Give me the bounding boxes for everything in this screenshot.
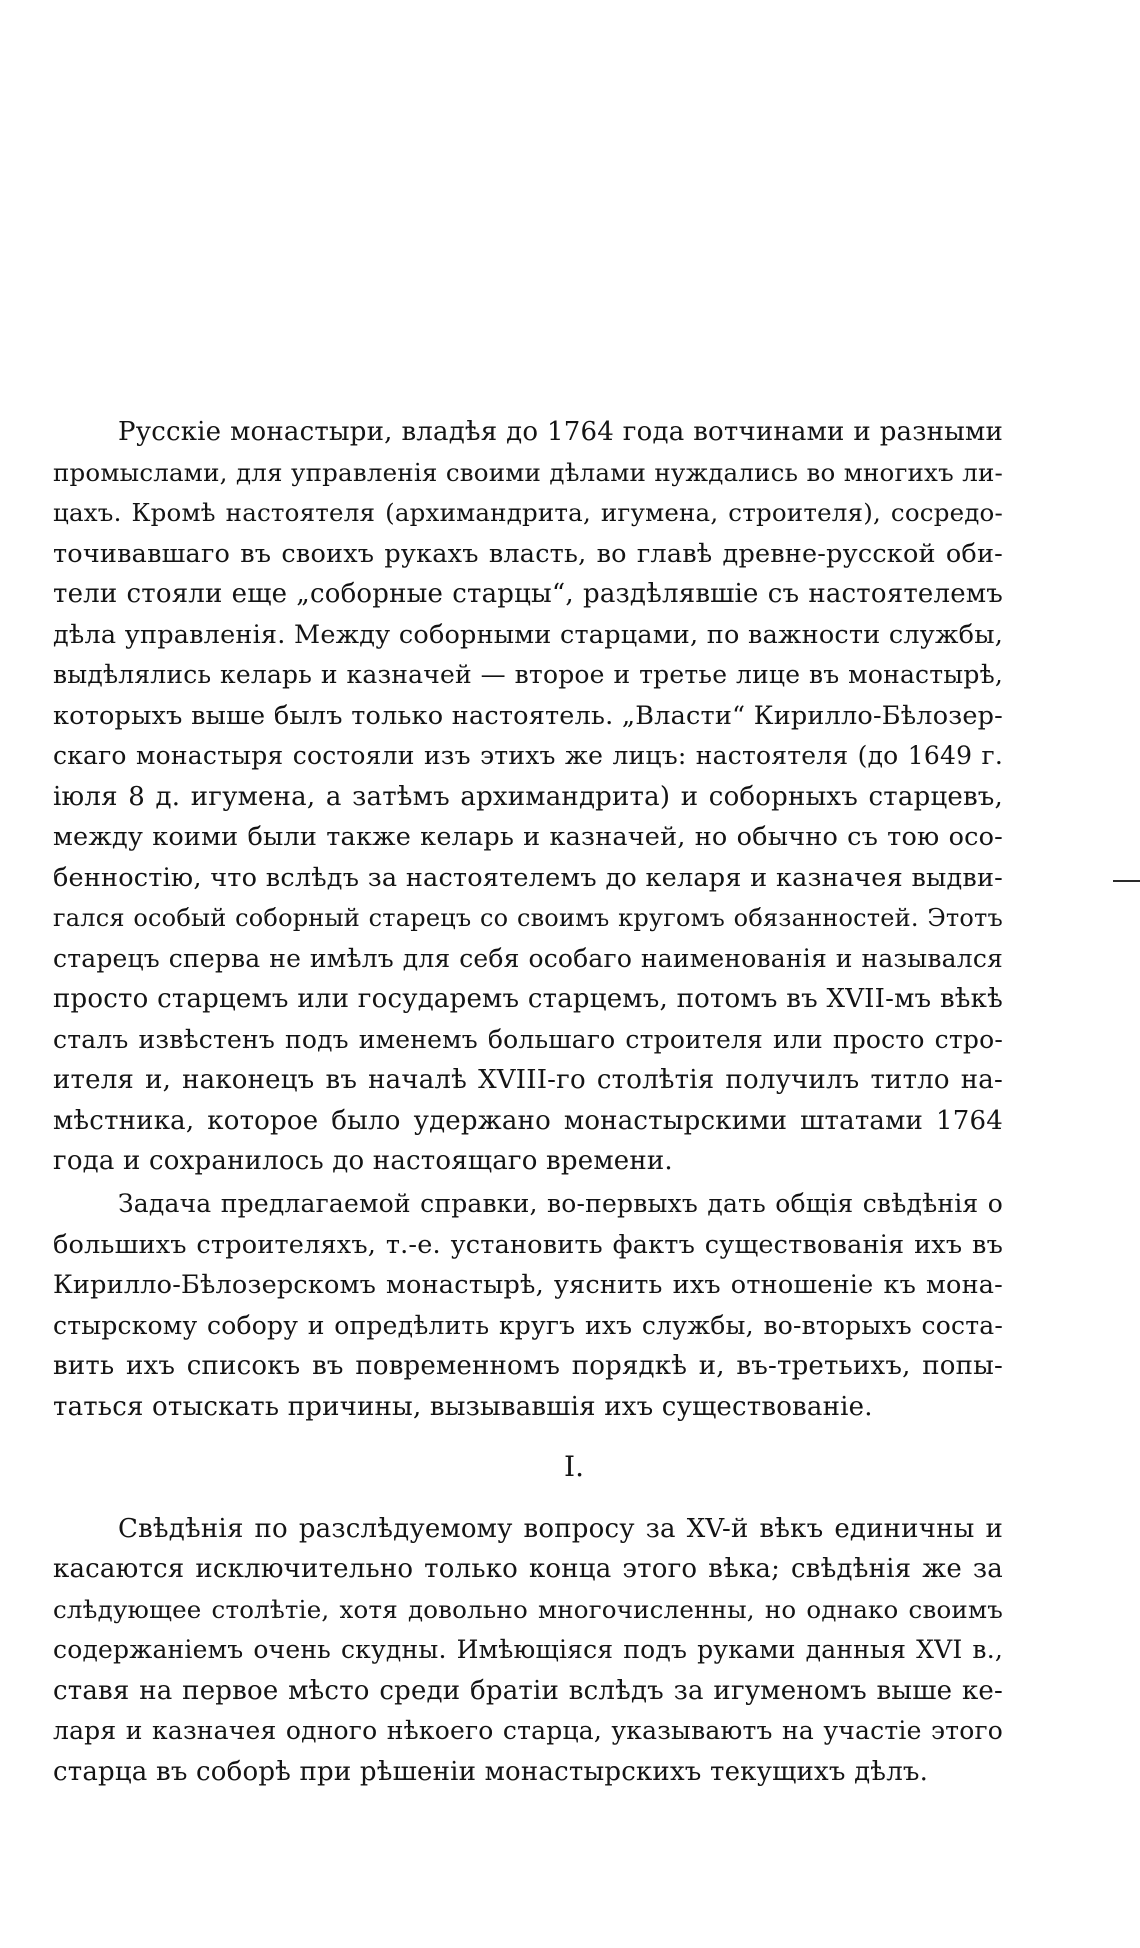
text-line: сталъ извѣстенъ подъ именемъ большаго строителя или просто стро- <box>53 1025 1003 1054</box>
text-line: мѣстника, которое было удержано монастырскими штатами 1764 <box>53 1106 1003 1136</box>
text-line: скаго монастыря состояли изъ этихъ же лицъ: настоятеля (до 1649 г. <box>53 741 1003 770</box>
text-line: стырскому собору и опредѣлить кругъ ихъ службы, во-вторыхъ соста- <box>53 1311 1003 1340</box>
text-line: бенностію, что вслѣдъ за настоятелемъ до келаря и казначея выдви- <box>53 863 1003 893</box>
text-line: ларя и казначея одного нѣкоего старца, указываютъ на участіе этого <box>53 1716 1003 1745</box>
text-line: цахъ. Кромѣ настоятеля (архимандрита, игумена, строителя), сосредо- <box>53 498 1003 527</box>
text-line: ителя и, наконецъ въ началѣ XVIII-го столѣтія получилъ титло на- <box>53 1065 1003 1095</box>
text-line: тели стояли еще „соборные старцы“, раздѣлявшіе съ настоятелемъ <box>53 579 1003 609</box>
text-line: Русскіе монастыри, владѣя до 1764 года вотчинами и разными <box>118 417 1003 447</box>
text-line: содержаніемъ очень скудны. Имѣющіяся подъ руками данныя XVI в., <box>53 1635 1003 1664</box>
text-line: просто старцемъ или государемъ старцемъ, потомъ въ XVII-мъ вѣкѣ <box>53 984 1003 1014</box>
text-line: слѣдующее столѣтіе, хотя довольно многочисленны, но однако своимъ <box>53 1595 1003 1624</box>
text-line: между коими были также келарь и казначей, но обычно съ тою осо- <box>53 822 1003 852</box>
text-line: промыслами, для управленія своими дѣлами нуждались во многихъ ли- <box>53 458 1003 487</box>
text-line: таться отыскать причины, вызывавшія ихъ существованіе. <box>53 1392 873 1422</box>
text-line: Кирилло-Бѣлозерскомъ монастырѣ, уяснить ихъ отношеніе къ мона- <box>53 1270 1003 1300</box>
section-heading: I. <box>564 1450 584 1483</box>
text-line: Задача предлагаемой справки, во-первыхъ дать общія свѣдѣнія о <box>118 1189 1003 1218</box>
text-line: большихъ строителяхъ, т.-е. установить фактъ существованія ихъ въ <box>53 1230 1003 1260</box>
text-line: касаются исключительно только конца этого вѣка; свѣдѣнія же за <box>53 1554 1003 1584</box>
text-line: точивавшаго въ своихъ рукахъ власть, во главѣ древне-русской оби- <box>53 539 1003 569</box>
text-line: которыхъ выше былъ только настоятель. „Власти“ Кирилло-Бѣлозер- <box>53 701 1003 731</box>
text-line: ставя на первое мѣсто среди братіи вслѣдъ за игуменомъ выше ке- <box>53 1676 1003 1706</box>
text-line: Свѣдѣнія по разслѣдуемому вопросу за XV-й вѣкъ единичны и <box>118 1514 1003 1544</box>
text-line: дѣла управленія. Между соборными старцами, по важности службы, <box>53 620 1003 650</box>
text-line: года и сохранилось до настоящаго времени. <box>53 1146 673 1176</box>
text-line: старца въ соборѣ при рѣшеніи монастырскихъ текущихъ дѣлъ. <box>53 1757 929 1787</box>
text-line: выдѣлялись келарь и казначей — второе и третье лице въ монастырѣ, <box>53 660 1003 689</box>
text-line: іюля 8 д. игумена, а затѣмъ архимандрита) и соборныхъ старцевъ, <box>53 782 1003 812</box>
margin-dash-mark <box>1113 880 1140 882</box>
text-line: старецъ сперва не имѣлъ для себя особаго наименованія и назывался <box>53 944 1003 973</box>
text-line: вить ихъ списокъ въ повременномъ порядкѣ и, въ-третьихъ, попы- <box>53 1351 1003 1381</box>
text-line: гался особый соборный старецъ со своимъ кругомъ обязанностей. Этотъ <box>53 904 1003 932</box>
